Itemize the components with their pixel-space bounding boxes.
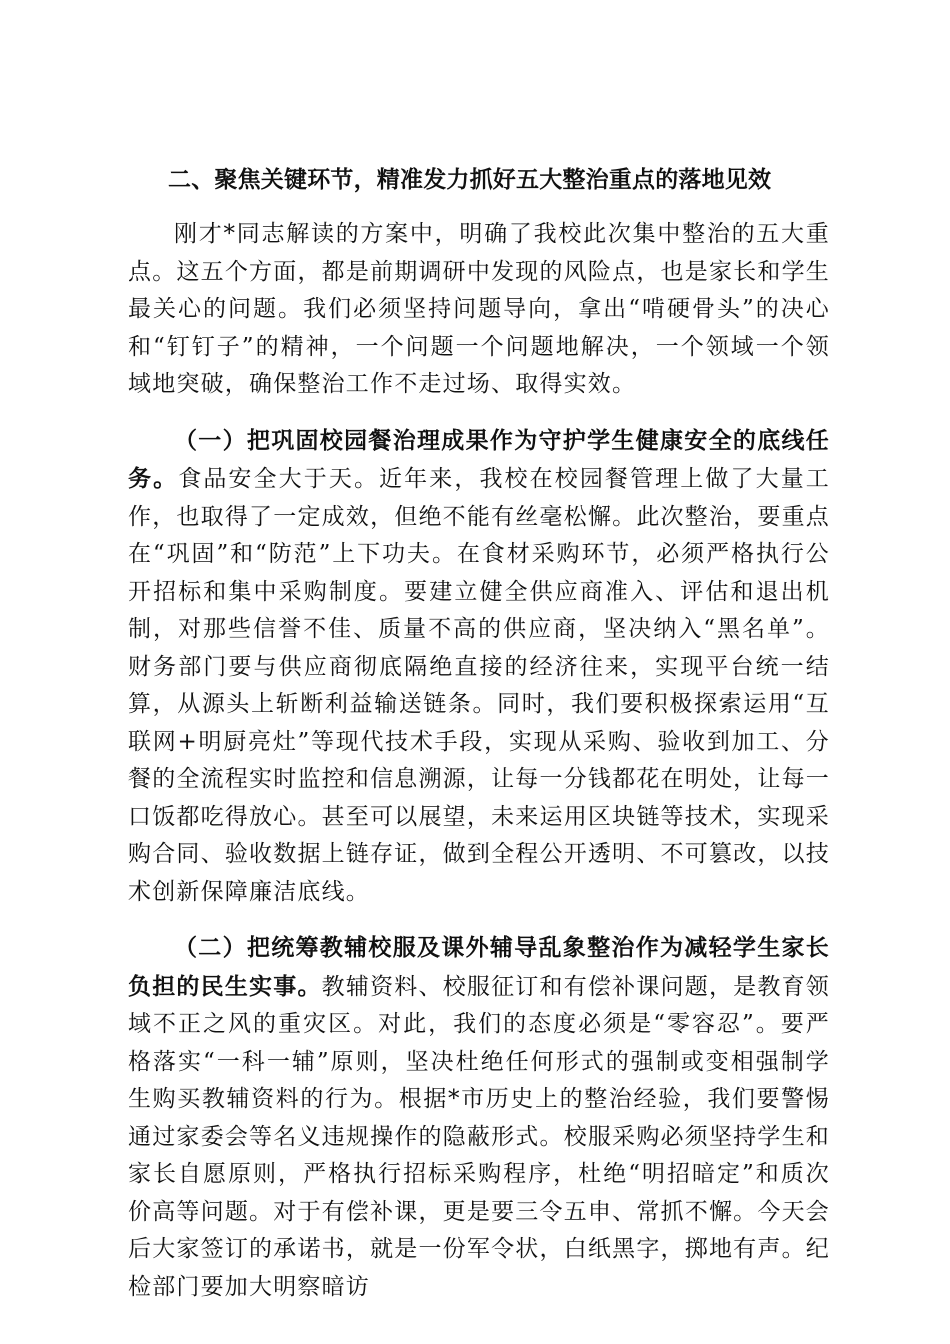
section-heading: 二、聚焦关键环节，精准发力抓好五大整治重点的落地见效: [168, 166, 772, 193]
item-1-lead: （一）把巩固校园餐治理成果作为守护学生健康安全的底线任务。: [128, 426, 830, 492]
item-1-paragraph: [128, 422, 830, 912]
document-page: [128, 160, 830, 1324]
item-2-paragraph: [128, 929, 830, 1306]
item-1-body: 食品安全大于天。近年来，我校在校园餐管理上做了大量工作，也取得了一定成效，但绝不能有丝毫松懈。此次整治，要重点在“巩固”和“防范”上下功夫。在食材采购环节，必须严格执行公开招标和集中采购制度。要建立健全供应商准入、评估和退出机制，对那些信誉不佳、质量不高的供应商，坚决纳入“黑名单”。财务部门要与供应商彻底隔绝直接的经济往来，实现平台统一结算，从源头上斩断利益输送链条。同时，我们要积极探索运用“互联网+明厨亮灶”等现代技术手段，实现从采购、验收到加工、分餐的全流程实时监控和信息溯源，让每一分钱都花在明处，让每一口饭都吃得放心。甚至可以展望，未来运用区块链等技术，实现采购合同、验收数据上链存证，做到全程公开透明、不可篡改，以技术创新保障廉洁底线。: [128, 466, 831, 905]
item-2-body: 教辅资料、校服征订和有偿补课问题，是教育领域不正之风的重灾区。对此，我们的态度必须是“零容忍”。要严格落实“一科一辅”原则，坚决杜绝任何形式的强制或变相强制学生购买教辅资料的行为。根据*市历史上的整治经验，我们要警惕通过家委会等名义违规操作的隐蔽形式。校服采购必须坚持学生和家长自愿原则，严格执行招标采购程序，杜绝“明招暗定”和质次价高等问题。对于有偿补课，更是要三令五申、常抓不懈。今天会后大家签订的承诺书，就是一份军令状，白纸黑字，掷地有声。纪检部门要加大明察暗访: [128, 973, 830, 1300]
intro-paragraph: 刚才*同志解读的方案中，明确了我校此次集中整治的五大重点。这五个方面，都是前期调研中发现的风险点，也是家长和学生最关心的问题。我们必须坚持问题导向，拿出“啃硬骨头”的决心和“钉钉子”的精神，一个问题一个问题地解决，一个领域一个领域地突破，确保整治工作不走过场、取得实效。: [128, 221, 830, 397]
item-2-lead: （二）把统筹教辅校服及课外辅导乱象整治作为减轻学生家长负担的民生实事。: [128, 934, 830, 1000]
